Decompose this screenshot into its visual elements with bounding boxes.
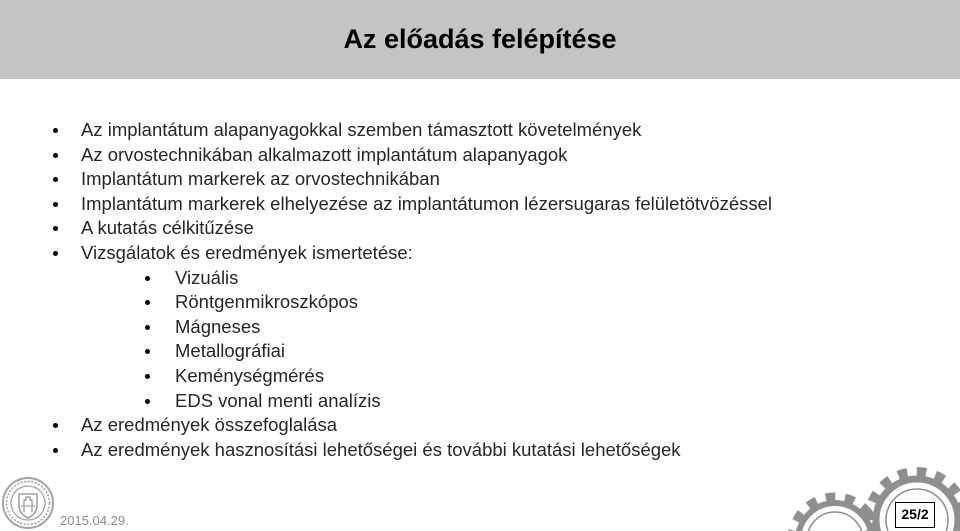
sub-bullet-text: Mágneses (175, 315, 261, 337)
sub-bullet-item (0, 339, 960, 364)
bullet-icon (145, 349, 150, 354)
bullet-text: A kutatás célkitűzése (81, 217, 254, 239)
bullet-text: Az implantátum alapanyagokkal szemben támasztott követelmények (81, 119, 642, 140)
bullet-item (0, 118, 960, 143)
bullet-icon (53, 153, 58, 158)
bullet-icon (145, 399, 150, 404)
bullet-item (0, 241, 960, 266)
bullet-icon (145, 276, 150, 281)
bullet-icon (53, 177, 58, 182)
sub-bullet-item (0, 290, 960, 315)
bullet-text: Az orvostechnikában alkalmazott implantátum alapanyagok (81, 143, 568, 165)
bullet-icon (145, 325, 150, 330)
bullet-icon (53, 202, 58, 207)
bullet-icon (53, 251, 58, 256)
bullet-icon (53, 423, 58, 428)
bullet-item (0, 143, 960, 168)
footer-date: 2015.04.29. (60, 513, 129, 528)
sub-bullet-text: Vizuális (175, 266, 239, 288)
bullet-icon (53, 226, 58, 231)
bullet-icon (53, 448, 58, 453)
bullet-text: Implantátum markerek az orvostechnikában (81, 168, 440, 190)
bullet-icon (145, 300, 150, 305)
bullet-item (0, 216, 960, 241)
slide-title: Az előadás felépítése (343, 24, 617, 54)
bullet-icon (145, 374, 150, 379)
sub-bullet-text: EDS vonal menti analízis (175, 389, 381, 411)
bullet-text: Az eredmények hasznosítási lehetőségei és további kutatási lehetőségek (81, 438, 681, 460)
sub-bullet-text: Röntgenmikroszkópos (175, 291, 359, 313)
sub-bullet-item (0, 364, 960, 389)
bullet-icon (53, 128, 58, 133)
bullet-list (0, 118, 960, 462)
sub-bullet-item (0, 266, 960, 291)
sub-bullet-text: Keménységmérés (175, 364, 325, 386)
sub-bullet-item (0, 315, 960, 340)
bullet-item (0, 192, 960, 217)
sub-bullet-text: Metallográfiai (175, 340, 286, 362)
bullet-item (0, 167, 960, 192)
bullet-text: Vizsgálatok és eredmények ismertetése: (81, 241, 413, 263)
bullet-text: Az eredmények összefoglalása (81, 414, 338, 436)
bullet-item (0, 413, 960, 438)
university-seal-logo (0, 476, 56, 531)
bullet-text: Implantátum markerek elhelyezése az implantátumon lézersugaras felületötvözéssel (81, 192, 773, 214)
sub-bullet-item (0, 389, 960, 414)
page-number-badge: 25/2 (895, 502, 935, 528)
